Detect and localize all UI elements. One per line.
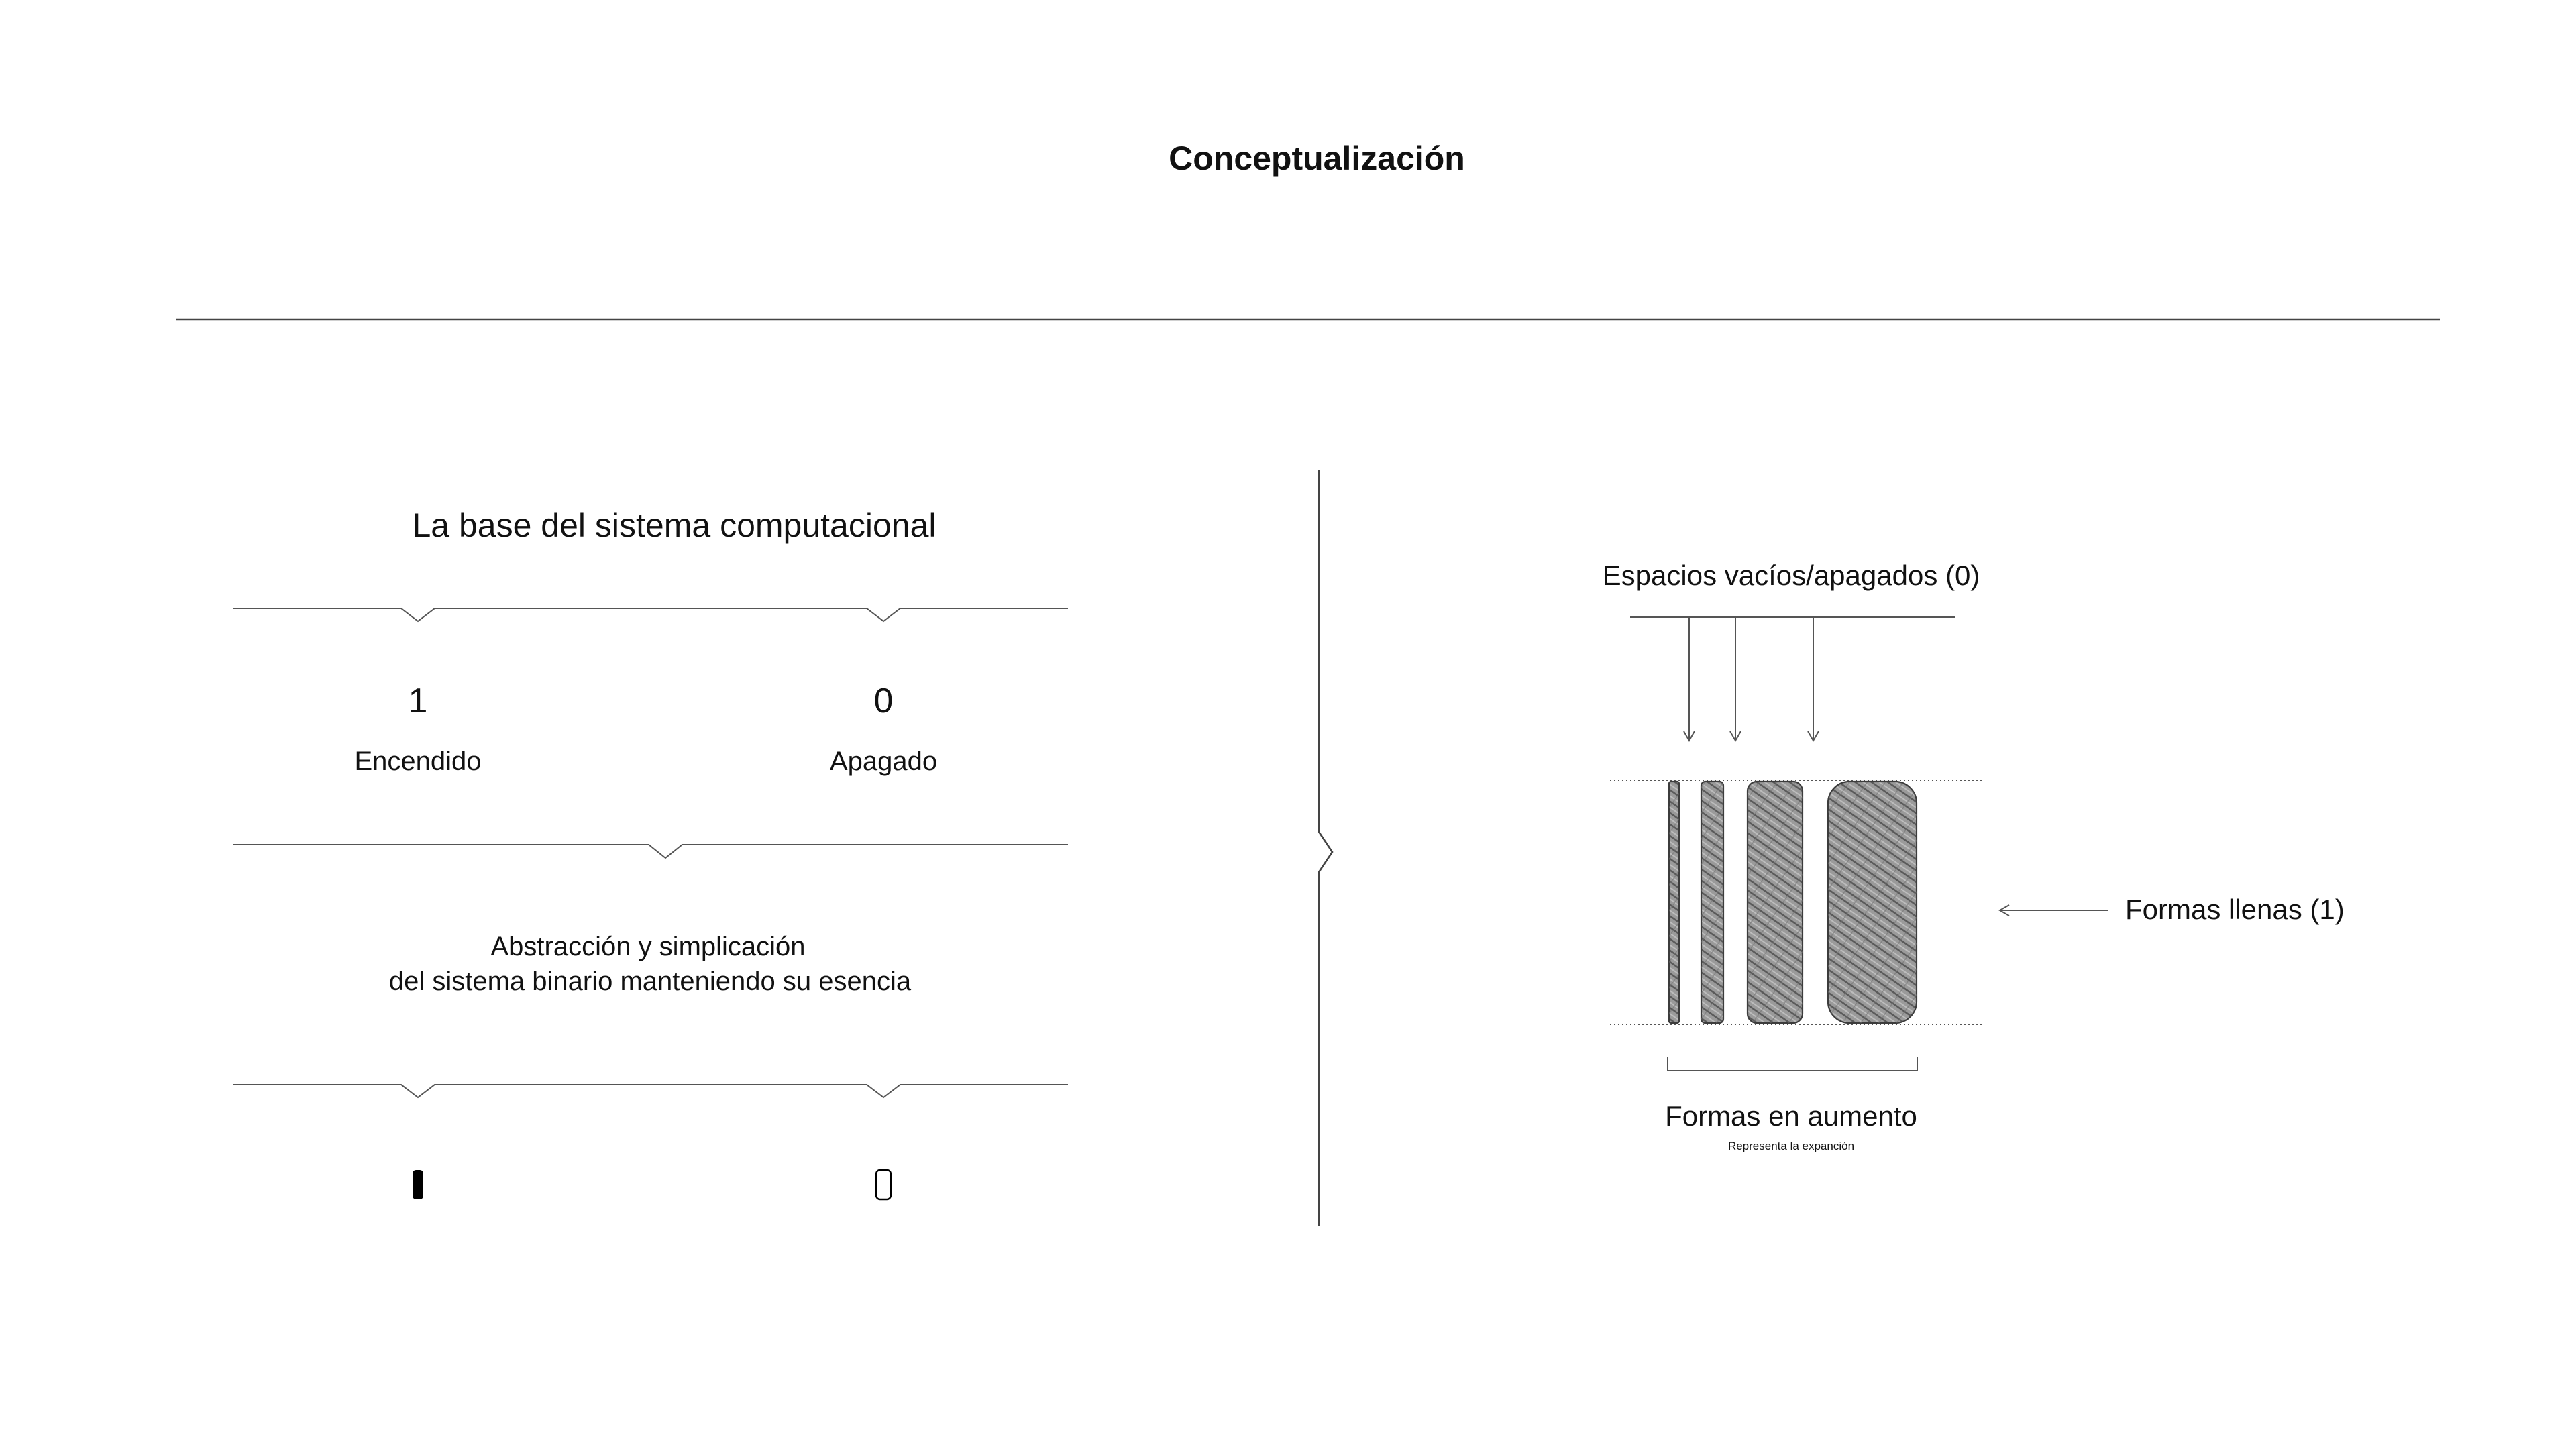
arrow-down-icon <box>1730 617 1741 741</box>
arrow-down-icon <box>1684 617 1695 741</box>
abstraction-text-line-2: del sistema binario manteniendo su esencia <box>388 967 912 996</box>
state-symbol-off: 0 <box>873 682 894 720</box>
growing-shapes-bracket <box>1668 1057 1917 1071</box>
split-bracket-top <box>233 608 1068 621</box>
left-heading: La base del sistema computacional <box>412 506 936 544</box>
growing-shapes-caption: Representa la expanción <box>1727 1140 1855 1152</box>
split-bracket-bottom <box>233 1085 1068 1097</box>
state-symbol-on: 1 <box>408 682 428 720</box>
column-divider <box>1319 470 1332 1226</box>
empty-bar-icon <box>876 1170 891 1199</box>
filled-shapes-label: Formas llenas (1) <box>2125 894 2345 925</box>
abstraction-text-line-1: Abstracción y simplicación <box>490 932 806 961</box>
growing-shapes-sketch <box>1669 782 1917 1023</box>
arrow-left-icon <box>2000 905 2108 916</box>
state-label-on: Encendido <box>354 747 482 776</box>
empty-spaces-label: Espacios vacíos/apagados (0) <box>1602 559 1980 591</box>
arrow-down-icon <box>1808 617 1819 741</box>
growing-shapes-label: Formas en aumento <box>1665 1100 1917 1132</box>
merge-bracket <box>233 845 1068 858</box>
page-title: Conceptualización <box>1169 140 1465 177</box>
state-label-off: Apagado <box>829 747 938 776</box>
filled-bar-icon <box>413 1170 423 1199</box>
